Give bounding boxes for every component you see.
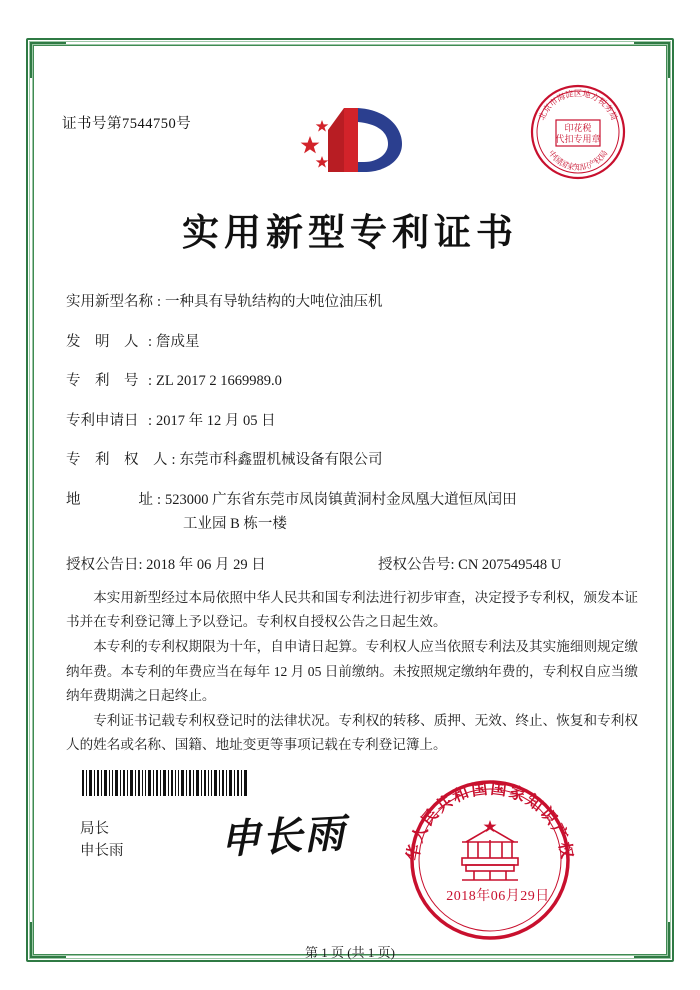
field-value: 詹成星 [156,333,200,350]
field-colon: : [147,412,153,429]
field-value: 东莞市科鑫盟机械设备有限公司 [179,452,383,469]
svg-text:代扣专用章: 代扣专用章 [555,134,601,144]
field-value: ZL 2017 2 1669989.0 [156,373,282,390]
barcode-icon [82,770,250,796]
grant-number-colon: : [450,557,459,574]
field-value: 2017 年 12 月 05 日 [156,412,276,429]
field-value: 一种具有导轨结构的大吨位油压机 [165,294,383,310]
paragraph-2: 本专利的专利权期限为十年，自申请日起算。专利权人应当依照专利法及其实施细则规定缴纳年费。本专利的年费应当在每年 12 月 05 日前缴纳。未按照规定缴纳年费的，专利权自应当缴纳年费期满之日起终止。 [66,639,638,703]
field-label: 实用新型名称 [66,294,153,310]
field-label: 发 明 人 [66,333,139,350]
field-row-patent-number [66,371,636,392]
field-colon: : [171,452,176,469]
grant-number [378,553,636,574]
field-value: 523000 广东省东莞市凤岗镇黄洞村金凤凰大道恒凤闰田 [165,491,517,508]
grant-number-label: 授权公告号 [378,557,451,574]
field-label: 专 利 号 [66,373,139,390]
grant-date-value: 2018 年 06 月 29 日 [146,557,266,574]
cnipa-round-seal-icon [400,770,580,950]
field-row-address [66,490,636,535]
signature-role-label: 局长 [80,821,109,837]
field-label: 专 利 权 人 [66,452,168,469]
field-label: 地 址 [66,491,153,508]
signature-name-label: 申长雨 [80,843,124,860]
field-list [66,292,636,582]
field-row-application-date [66,411,636,432]
signature-labels [80,818,124,863]
certificate-number: 证书号第7544750号 [62,116,192,132]
field-colon: : [156,294,162,310]
signature-handwriting: 申长雨 [219,809,348,864]
field-row-patentee [66,450,636,471]
field-colon: : [156,491,162,508]
grant-date [66,553,378,574]
field-colon: : [147,373,153,390]
paragraph-1: 本实用新型经过本局依照中华人民共和国专利法进行初步审查，决定授予专利权，颁发本证书并在专利登记簿上予以登记。专利权自授权公告之日起生效。 [66,590,638,630]
seal-date: 2018年06月29日 [446,889,550,904]
page-title: 实用新型专利证书 [182,210,518,254]
legal-text [66,586,638,758]
cnipa-logo-icon [284,100,424,190]
field-colon: : [147,333,153,350]
paragraph-3: 专利证书记载专利权登记时的法律状况。专利权的转移、质押、无效、终止、恢复和专利权人的姓名或名称、国籍、地址变更等事项记载在专利登记簿上。 [66,712,638,753]
grant-date-label: 授权公告日 [66,557,139,574]
svg-text:中华人民共和国国家知识产权局: 华人民共和国国家知识产权 [404,780,576,862]
field-value-line2: 工业园 B 栋一楼 [183,515,287,532]
page-footer: 第 1 页 (共 1 页) [305,945,395,960]
svg-text:中国国家知识产权局: 中国国家知识产权局 [546,148,610,172]
publication-row [66,553,636,574]
tax-stamp-seal-icon [526,80,630,184]
certificate-content [52,70,648,960]
svg-text:北京市海淀区地方税务局: 北京市海淀区地方税务局 [537,89,619,122]
svg-text:印花税: 印花税 [564,123,592,133]
grant-date-colon: : [138,557,147,574]
field-row-inventor [66,332,636,353]
field-value-wrapper [165,490,636,535]
grant-number-value: CN 207549548 U [458,557,562,574]
field-row-utility-model-name [66,292,636,313]
field-label: 专利申请日 [66,412,139,429]
